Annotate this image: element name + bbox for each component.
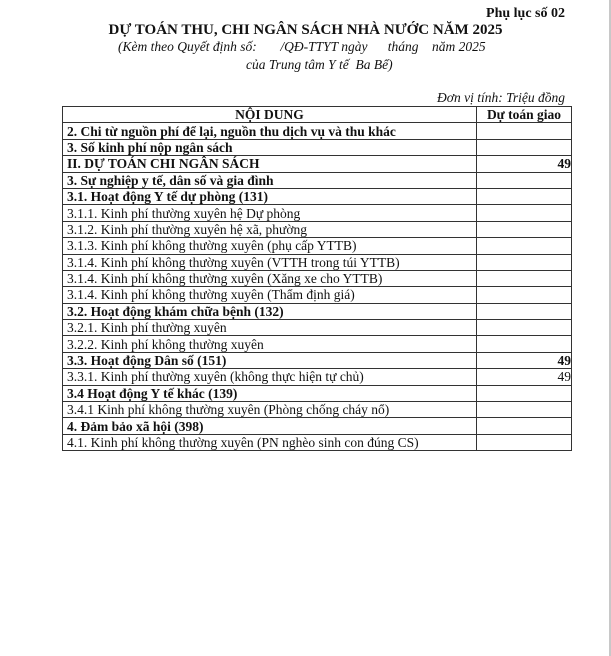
- row-content: 3.1. Hoạt động Y tế dự phòng (131): [63, 188, 477, 204]
- row-amount: [477, 221, 572, 237]
- row-content: 3.1.4. Kinh phí không thường xuyên (Thẩm định giá): [63, 287, 477, 303]
- table-row: [63, 238, 572, 254]
- row-content: 3. Sự nghiệp y tế, dân số và gia đình: [63, 172, 477, 188]
- issuer-line: của Trung tâm Y tế Ba Bể): [246, 57, 393, 72]
- row-amount: 49: [477, 369, 572, 385]
- table-row: [63, 336, 572, 352]
- row-amount: [477, 205, 572, 221]
- row-amount: [477, 287, 572, 303]
- table-row: [63, 418, 572, 434]
- row-content: II. DỰ TOÁN CHI NGÂN SÁCH: [63, 156, 477, 172]
- row-amount: [477, 172, 572, 188]
- row-content: 3.1.2. Kinh phí thường xuyên hệ xã, phường: [63, 221, 477, 237]
- table-row: [63, 369, 572, 385]
- row-content: 2. Chi từ nguồn phí để lại, nguồn thu dịch vụ và thu khác: [63, 123, 477, 139]
- column-header-content: NỘI DUNG: [63, 107, 477, 123]
- page-title: DỰ TOÁN THU, CHI NGÂN SÁCH NHÀ NƯỚC NĂM 2025: [108, 22, 503, 38]
- row-amount: [477, 238, 572, 254]
- budget-table: [62, 106, 572, 451]
- table-row: [63, 123, 572, 139]
- row-content: 3.4.1 Kinh phí không thường xuyên (Phòng chống cháy nổ): [63, 402, 477, 418]
- table-row: [63, 303, 572, 319]
- row-amount: [477, 270, 572, 286]
- table-row: [63, 270, 572, 286]
- row-content: 3. Số kinh phí nộp ngân sách: [63, 139, 477, 155]
- row-amount: [477, 303, 572, 319]
- row-amount: [477, 320, 572, 336]
- row-amount: [477, 139, 572, 155]
- table-row: [63, 156, 572, 172]
- row-amount: [477, 188, 572, 204]
- table-row: [63, 172, 572, 188]
- row-content: 3.1.1. Kinh phí thường xuyên hệ Dự phòng: [63, 205, 477, 221]
- table-row: [63, 402, 572, 418]
- row-content: 3.2. Hoạt động khám chữa bệnh (132): [63, 303, 477, 319]
- row-amount: [477, 402, 572, 418]
- table-row: [63, 188, 572, 204]
- table-row: [63, 385, 572, 401]
- row-amount: 49: [477, 156, 572, 172]
- table-row: [63, 139, 572, 155]
- row-amount: [477, 418, 572, 434]
- row-content: 3.1.4. Kinh phí không thường xuyên (VTTH trong túi YTTB): [63, 254, 477, 270]
- table-row: [63, 320, 572, 336]
- row-amount: [477, 385, 572, 401]
- row-amount: [477, 336, 572, 352]
- row-content: 4.1. Kinh phí không thường xuyên (PN nghèo sinh con đúng CS): [63, 434, 477, 450]
- appendix-label: Phụ lục số 02: [486, 6, 565, 21]
- row-content: 3.4 Hoạt động Y tế khác (139): [63, 385, 477, 401]
- row-content: 3.3. Hoạt động Dân số (151): [63, 352, 477, 368]
- table-row: [63, 287, 572, 303]
- unit-label: Đơn vị tính: Triệu đồng: [437, 90, 565, 105]
- row-amount: [477, 123, 572, 139]
- row-content: 3.1.4. Kinh phí không thường xuyên (Xăng xe cho YTTB): [63, 270, 477, 286]
- table-row: [63, 254, 572, 270]
- column-header-amount: Dự toán giao: [477, 107, 572, 123]
- row-amount: [477, 434, 572, 450]
- table-row: [63, 221, 572, 237]
- row-content: 3.2.1. Kinh phí thường xuyên: [63, 320, 477, 336]
- row-amount: 49: [477, 352, 572, 368]
- decision-reference: (Kèm theo Quyết định số: /QĐ-TTYT ngày tháng năm 2025: [118, 39, 486, 54]
- table-row: [63, 352, 572, 368]
- table-header-row: [63, 107, 572, 123]
- row-amount: [477, 254, 572, 270]
- row-content: 3.3.1. Kinh phí thường xuyên (không thực hiện tự chủ): [63, 369, 477, 385]
- table-row: [63, 434, 572, 450]
- row-content: 3.1.3. Kinh phí không thường xuyên (phụ cấp YTTB): [63, 238, 477, 254]
- table-row: [63, 205, 572, 221]
- row-content: 4. Đảm bảo xã hội (398): [63, 418, 477, 434]
- row-content: 3.2.2. Kinh phí không thường xuyên: [63, 336, 477, 352]
